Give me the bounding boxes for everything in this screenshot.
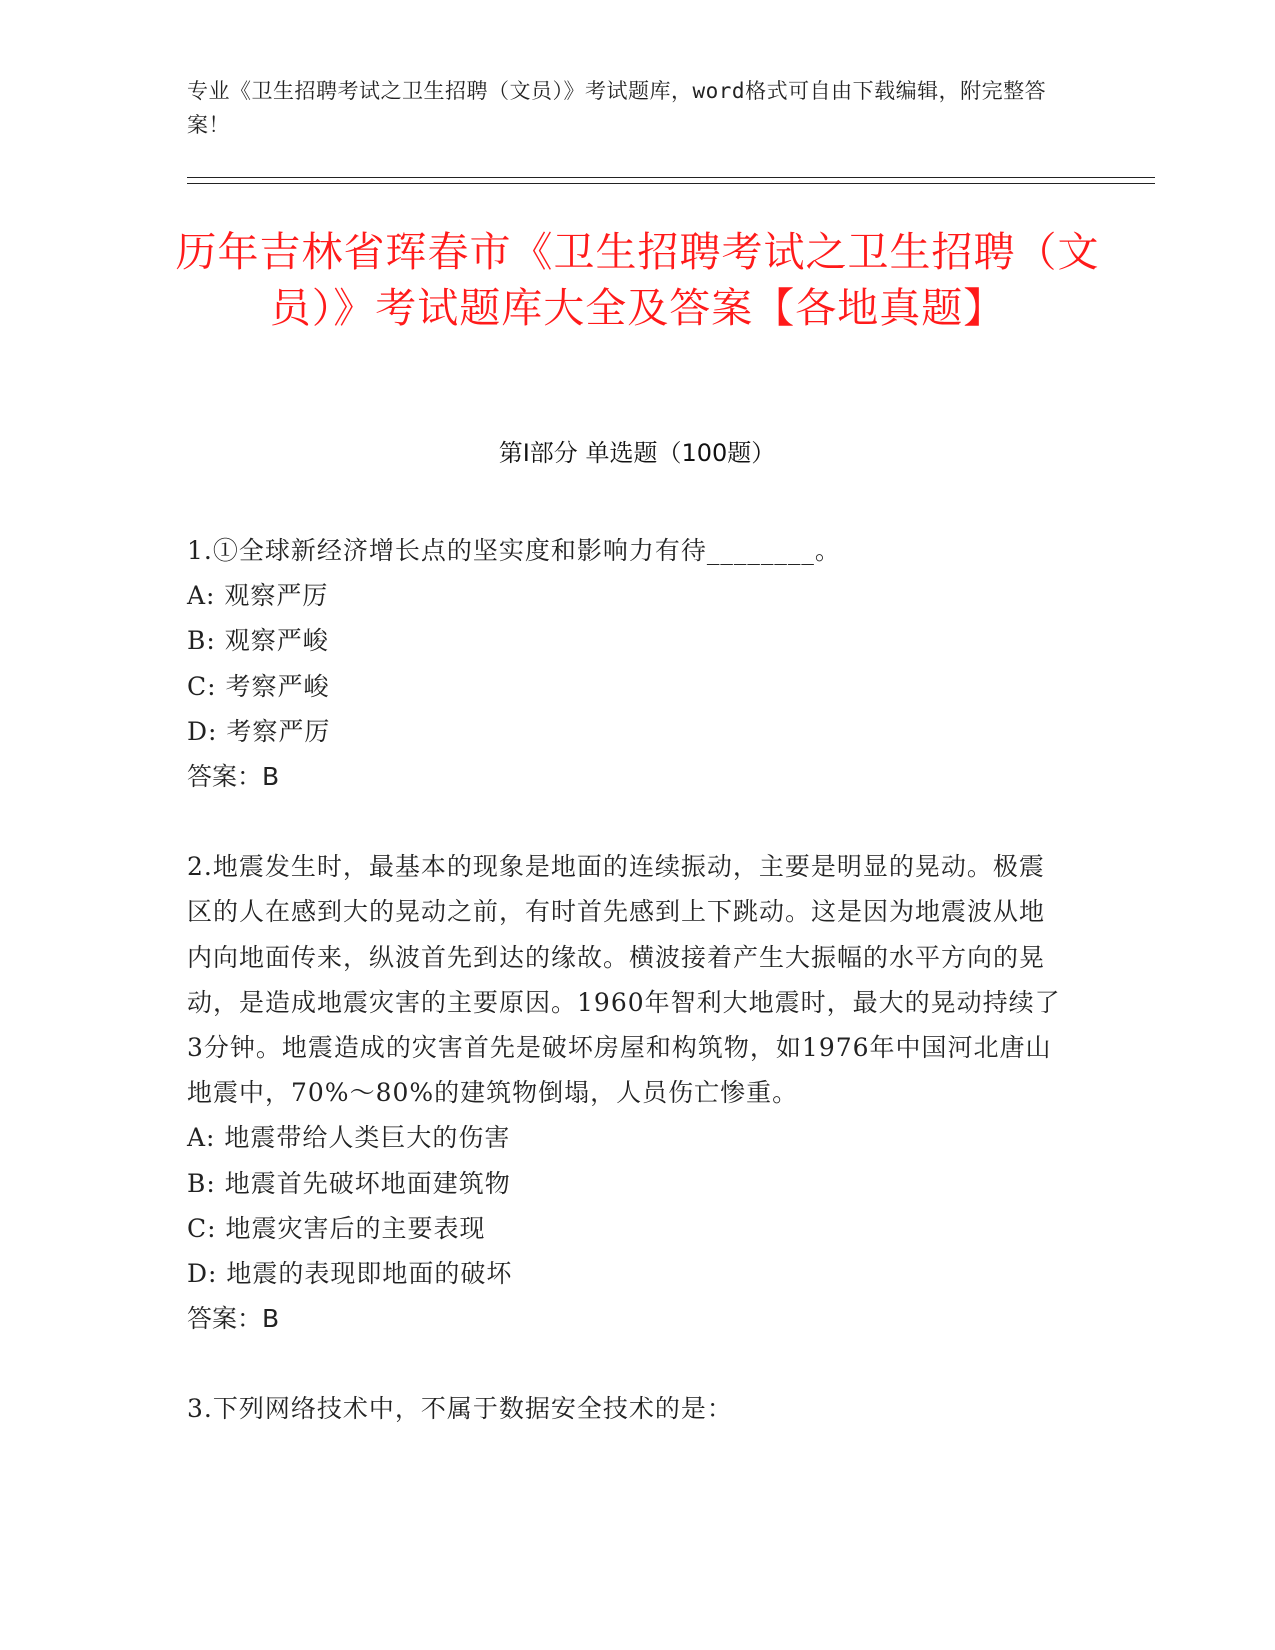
- option-c: C: 地震灾害后的主要表现: [187, 1213, 486, 1243]
- question-item: [187, 528, 1067, 799]
- option-a: A: 观察严厉: [187, 581, 329, 611]
- question-text: 2.地震发生时，最基本的现象是地面的连续振动，主要是明显的晃动。极震区的人在感到大的晃动之前，有时首先感到上下跳动。这是因为地震波从地内向地面传来，纵波首先到达的缘故。横波接着产生大振幅的水平方向的晃动，是造成地震灾害的主要原因。1960年智利大地震时，最大的晃动持续了3分钟。地震造成的灾害首先是破坏房屋和构筑物，如1976年中国河北唐山地震中，70%～80%的建筑物倒塌，人员伤亡惨重。: [187, 852, 1061, 1108]
- option-b: B: 观察严峻: [187, 626, 329, 656]
- answer: 答案：B: [187, 762, 280, 792]
- question-text: 3.下列网络技术中，不属于数据安全技术的是：: [187, 1394, 733, 1424]
- section-title: 第Ⅰ部分 单选题（100题）: [498, 439, 776, 467]
- option-b: B: 地震首先破坏地面建筑物: [187, 1168, 511, 1198]
- option-c: C: 考察严峻: [187, 671, 330, 701]
- spacer: [187, 1341, 1067, 1386]
- question-list: [187, 528, 1067, 1432]
- question-item: [187, 844, 1067, 1341]
- document-title: 历年吉林省珲春市《卫生招聘考试之卫生招聘（文员）》考试题库大全及答案【各地真题】: [175, 228, 1100, 332]
- answer: 答案：B: [187, 1304, 280, 1334]
- spacer: [187, 799, 1067, 844]
- divider-line: [187, 177, 1155, 178]
- option-d: D: 地震的表现即地面的破坏: [187, 1259, 513, 1289]
- option-a: A: 地震带给人类巨大的伤害: [187, 1123, 511, 1153]
- question-item: [187, 1386, 1067, 1431]
- divider-line: [187, 183, 1155, 184]
- question-text: 1.①全球新经济增长点的坚实度和影响力有待________。: [187, 536, 841, 565]
- option-d: D: 考察严厉: [187, 716, 331, 746]
- header-note: 专业《卫生招聘考试之卫生招聘（文员）》考试题库，word格式可自由下载编辑，附完整答案！: [187, 79, 1047, 137]
